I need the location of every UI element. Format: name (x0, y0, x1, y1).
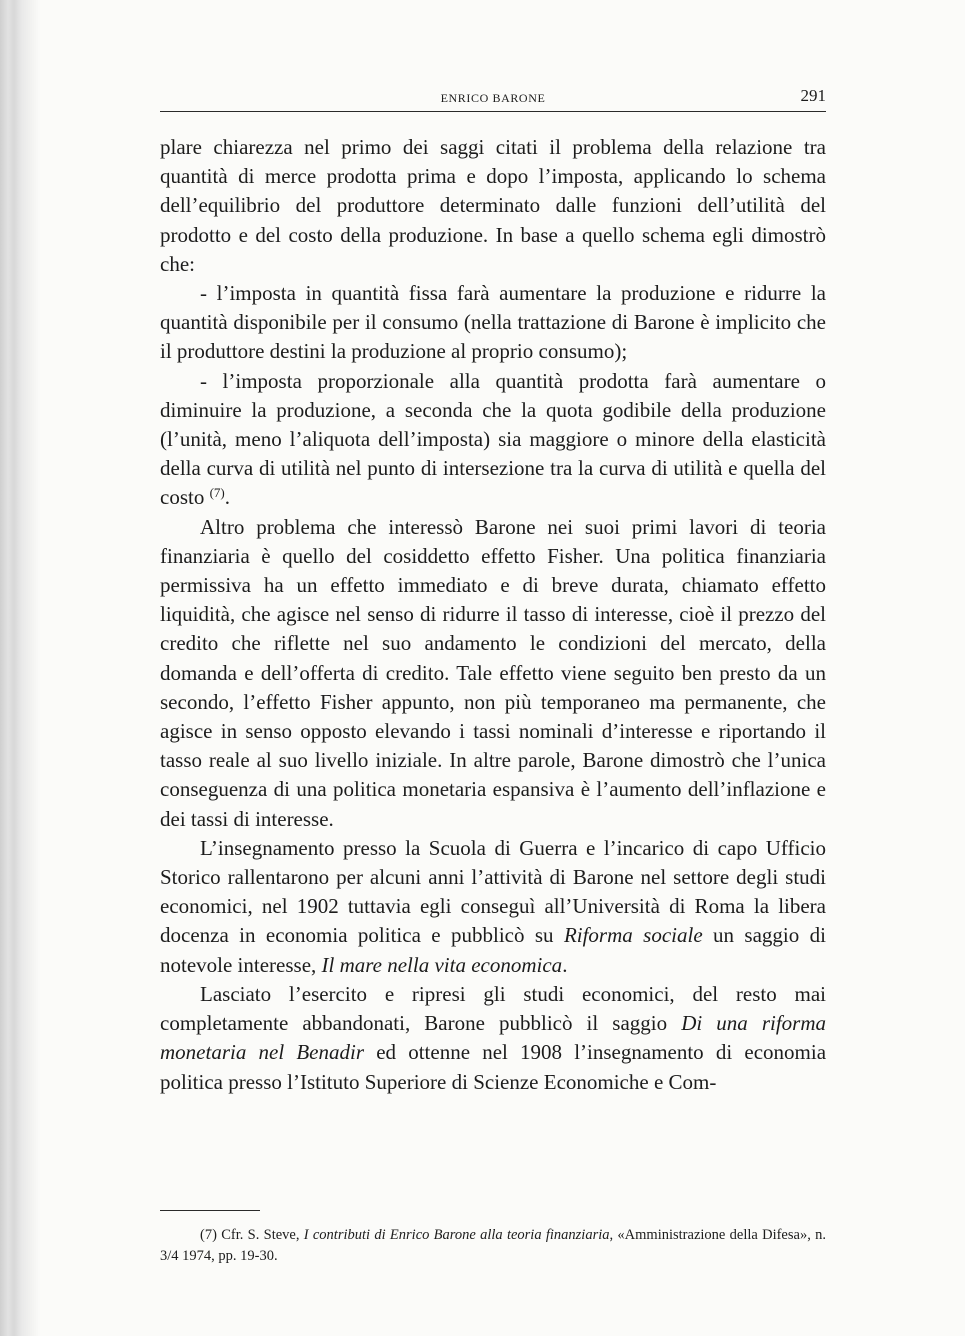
essay-title: Il mare nella vita economica (321, 952, 563, 977)
paragraph-benadir (160, 980, 826, 1097)
book-page (160, 0, 826, 1336)
page-number: 291 (800, 86, 826, 105)
body-text (160, 133, 826, 1097)
essay-title: Di una riforma monetaria nel Benadir (160, 1011, 826, 1065)
paragraph-text: ed ottenne nel 1908 l’insegnamento di economia politica presso l’Istituto Superiore di Scienze Economiche e Com- (160, 1040, 827, 1094)
paragraph-text: L’insegnamento presso la Scuola di Guerra e l’incarico di capo Ufficio Storico rallentarono per alcuni anni l’attività di Barone nel settore degli studi economici, nel 1902 tuttavia egli conseguì all’Università di Roma la libera docenza in economia politica e pubblicò su (160, 835, 826, 948)
sentence-end: . (224, 485, 230, 510)
list-item-text: - l’imposta proporzionale alla quantità prodotta farà aumentare o diminuire la produzione, a seconda che la quota godibile della produzione (l’unità, meno l’aliquota dell’imposta) sia maggiore o minore della elasticità della curva di utilità nel punto di intersezione tra la curva di utilità e quella del costo (160, 368, 826, 510)
journal-title: Riforma sociale (563, 923, 703, 948)
footnote-text: Cfr. S. Steve, (216, 1227, 304, 1243)
list-item-fixed-tax: - l’imposta in quantità fissa farà aumentare la produzione e ridurre la quantità disponibile per il consumo (nella trattazione di Barone è implicito che il produttore destini la produzione al proprio consumo); (160, 281, 826, 364)
header-rule (160, 111, 826, 112)
paragraph-text: . (562, 952, 568, 977)
paragraph-continued: plare chiarezza nel primo dei saggi citati il problema della relazione tra quantità di merce prodotta prima e dopo l’imposta, applicando lo schema dell’equilibrio del produttore determinato dalle funzioni dell’utilità del prodotto e del costo della produzione. In base a quello schema egli dimostrò che: (160, 135, 826, 276)
running-head: ENRICO BARONE (440, 91, 546, 105)
paragraph-fisher-effect: Altro problema che interessò Barone nei suoi primi lavori di teoria finanziaria è quello del cosiddetto effetto Fisher. Una politica finanziaria permissiva ha un effetto immediato e di breve durata, chiamato effetto liquidità, che agisce nel senso di ridurre il tasso di interesse, cioè il prezzo del credito che riflette nel suo andamento le condizioni del mercato, della domanda e dell’offerta di credito. Tale effetto viene seguito ben presto da un secondo, l’effetto Fisher appunto, non più temporaneo ma permanente, che agisce in senso opposto elevando i tassi nominali d’interesse e riportando il tasso reale al suo livello iniziale. In altre parole, Barone dimostrò che l’unica conseguenza di una politica monetaria espansiva è l’aumento dell’inflazione e dei tassi di interesse. (160, 514, 826, 831)
footnote-7 (160, 1225, 826, 1267)
paragraph-scuola-di-guerra (160, 834, 826, 980)
footnote-marker: (7) (200, 1227, 217, 1243)
page-header (160, 86, 826, 108)
footnote-reference[interactable]: (7) (209, 485, 225, 501)
footnote-rule (160, 1210, 260, 1211)
cited-work-title: I contributi di Enrico Barone alla teoria finanziaria (303, 1227, 610, 1243)
list-item-proportional-tax (160, 367, 826, 513)
paragraph-text: Lasciato l’esercito e ripresi gli studi economici, del resto mai completamente abbandonati, Barone pubblicò il saggio (160, 981, 826, 1036)
paragraph-text: un saggio di notevole interesse, (160, 923, 826, 977)
footnote-text: , «Amministrazione della Difesa», n. 3/4 1974, pp. 19-30. (160, 1227, 826, 1264)
binding-shadow (0, 0, 40, 1336)
